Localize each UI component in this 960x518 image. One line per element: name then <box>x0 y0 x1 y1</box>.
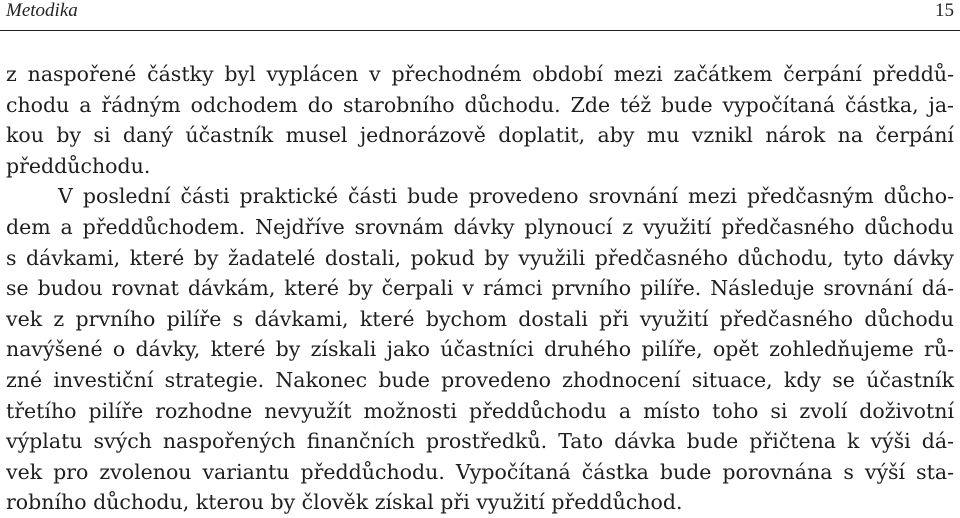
text-line: předdůchodu. <box>6 153 151 178</box>
text-line: robního důchodu, kterou by člověk získal při využití předdůchod. <box>6 490 683 515</box>
text-line: vek z prvního pilíře s dávkami, které bychom dostali při využití předčasného důchodu <box>6 306 954 331</box>
text-line: se budou rovnat dávkám, které by čerpali v rámci prvního pilíře. Následuje srovnání dá- <box>6 276 954 301</box>
text-line: výplatu svých naspořených finančních prostředků. Tato dávka bude přičtena k výši dá- <box>6 429 954 454</box>
text-line: vek pro zvolenou variantu předdůchodu. Vypočítaná částka bude porovnána s výší sta- <box>6 459 954 484</box>
text-line: navýšené o dávky, které by získali jako účastníci druhého pilíře, opět zohledňujeme rů- <box>6 337 954 362</box>
text-line: dem a předdůchodem. Nejdříve srovnám dávky plynoucí z využití předčasného důchodu <box>6 214 954 239</box>
page-number: 15 <box>935 0 954 21</box>
text-line: chodu a řádným odchodem do starobního důchodu. Zde též bude vypočítaná částka, ja- <box>6 92 954 117</box>
running-head <box>6 0 954 24</box>
text-line: zné investiční strategie. Nakonec bude provedeno zhodnocení situace, kdy se účastník <box>6 367 954 392</box>
header-rule <box>0 30 960 31</box>
text-line: třetího pilíře rozhodne nevyužít možnosti předdůchodu a místo toho si zvolí doživotní <box>6 398 954 423</box>
text-line: s dávkami, které by žadatelé dostali, pokud by využili předčasného důchodu, tyto dávky <box>6 245 954 270</box>
paragraph-1 <box>6 59 954 181</box>
text-line: kou by si daný účastník musel jednorázově doplatit, aby mu vznikl nárok na čerpání <box>6 123 954 148</box>
paragraph-2 <box>6 181 954 518</box>
text-line: z naspořené částky byl vyplácen v přechodném období mezi začátkem čerpání předdů- <box>6 62 954 86</box>
body-text <box>6 59 954 518</box>
running-head-title: Metodika <box>6 0 78 21</box>
text-line: V poslední části praktické části bude provedeno srovnání mezi předčasným důcho- <box>58 184 954 209</box>
